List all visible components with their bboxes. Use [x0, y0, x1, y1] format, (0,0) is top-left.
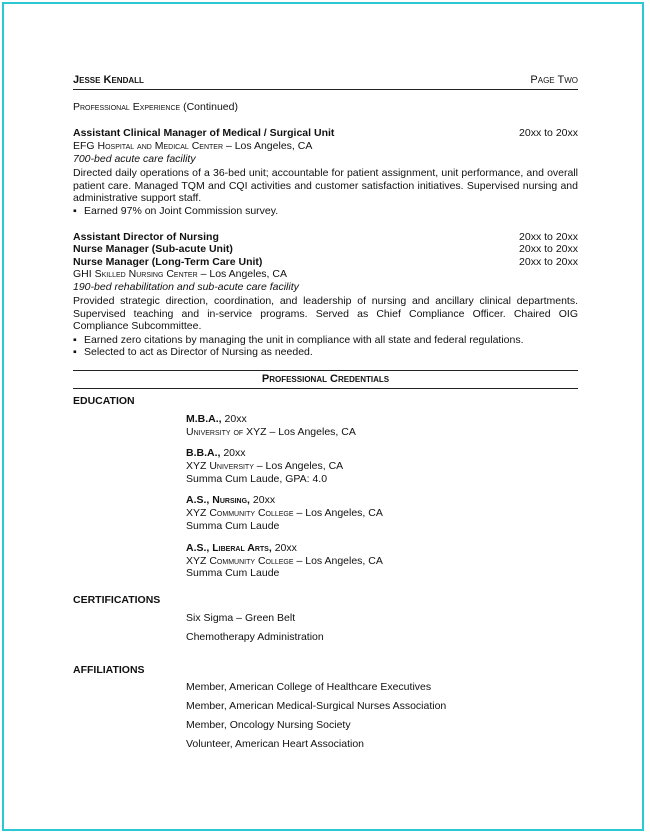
year: 20xx — [274, 542, 297, 554]
location: – Los Angeles, CA — [256, 460, 344, 472]
name-last: Kendall — [103, 74, 144, 86]
school: XYZ University — [186, 460, 254, 472]
name-first: Jesse — [73, 74, 101, 86]
affiliation-item-1: Member, American College of Healthcare Executives — [186, 681, 432, 693]
edu-entry-2-school — [186, 460, 343, 472]
education-heading: EDUCATION — [73, 395, 135, 407]
school: XYZ Community College — [186, 555, 294, 567]
job2-employer — [73, 268, 287, 280]
credentials-rule-top — [73, 370, 578, 371]
school: University of XYZ — [186, 426, 267, 438]
edu-entry-4-note: Summa Cum Laude — [186, 567, 280, 579]
location: – Los Angeles, CA — [296, 507, 383, 519]
section-heading-experience — [73, 101, 238, 113]
degree: A.S., Liberal Arts, — [186, 542, 272, 554]
job1-dates: 20xx to 20xx — [519, 127, 578, 139]
year: 20xx — [223, 447, 246, 459]
job2-facility: 190-bed rehabilitation and sub-acute care facility — [73, 281, 299, 293]
job2-employer-location: – Los Angeles, CA — [200, 268, 287, 280]
edu-entry-3-school — [186, 507, 383, 519]
affiliation-item-2: Member, American Medical-Surgical Nurses Association — [186, 700, 447, 712]
section-suffix: (Continued) — [183, 101, 238, 113]
edu-entry-4-school — [186, 555, 383, 567]
edu-entry-2-note: Summa Cum Laude, GPA: 4.0 — [186, 473, 328, 485]
job1-employer-location: – Los Angeles, CA — [225, 140, 313, 152]
page-label: Page Two — [530, 74, 578, 86]
year: 20xx — [224, 413, 247, 425]
job2-title-2: Nurse Manager (Sub-acute Unit) — [73, 243, 233, 255]
affiliation-item-3: Member, Oncology Nursing Society — [186, 719, 351, 731]
job1-bullet: ▪ Earned 97% on Joint Commission survey. — [73, 205, 279, 217]
school: XYZ Community College — [186, 507, 294, 519]
affiliations-heading: AFFILIATIONS — [73, 664, 145, 676]
edu-entry-2-degree — [186, 447, 246, 459]
job2-dates-3: 20xx to 20xx — [519, 256, 578, 268]
location: – Los Angeles, CA — [269, 426, 356, 438]
certification-item-2: Chemotherapy Administration — [186, 631, 324, 643]
bullet-text: Earned 97% on Joint Commission survey. — [84, 205, 279, 217]
edu-entry-3-degree — [186, 494, 275, 506]
credentials-title: Professional Credentials — [261, 373, 390, 385]
job2-bullet-2: ▪ Selected to act as Director of Nursing as needed. — [73, 346, 313, 358]
job1-description: Directed daily operations of a 36-bed unit; accountable for patient assignment, unit performance, and overall patient care. Managed TQM and CQI activities and customer satisfaction initiatives. Supervised nursing and administrative support staff. — [73, 167, 578, 205]
edu-entry-4-degree — [186, 542, 297, 554]
degree: B.B.A., — [186, 447, 221, 459]
header-rule — [73, 89, 578, 90]
job2-bullet-1: ▪ Earned zero citations by managing the unit in compliance with all state and federal regulations. — [73, 334, 524, 346]
credentials-rule-bottom — [73, 388, 578, 389]
certification-item-1: Six Sigma – Green Belt — [186, 612, 296, 624]
resume-name — [73, 74, 144, 86]
edu-entry-1-degree — [186, 413, 247, 425]
section-title: Professional Experience — [73, 101, 181, 113]
edu-entry-1-school — [186, 426, 356, 438]
job2-dates-1: 20xx to 20xx — [519, 231, 578, 243]
bullet-text: Earned zero citations by managing the unit in compliance with all state and federal regulations. — [84, 334, 524, 346]
job1-employer-name: EFG Hospital and Medical Center — [73, 140, 224, 152]
affiliation-item-4: Volunteer, American Heart Association — [186, 738, 365, 750]
job2-dates-2: 20xx to 20xx — [519, 243, 578, 255]
year: 20xx — [252, 494, 276, 506]
job1-employer — [73, 140, 312, 152]
job2-description: Provided strategic direction, coordination, and leadership of nursing and ancillary clinical departments. Supervised teaching and in-service programs. Served as Chief Compliance Officer. Chaired OIG Compliance Subcommittee. — [73, 295, 578, 333]
job2-title-1: Assistant Director of Nursing — [73, 231, 219, 243]
job1-title: Assistant Clinical Manager of Medical / Surgical Unit — [73, 127, 335, 139]
job1-facility: 700-bed acute care facility — [73, 153, 196, 165]
edu-entry-3-note: Summa Cum Laude — [186, 520, 280, 532]
certifications-heading: CERTIFICATIONS — [73, 594, 161, 606]
location: – Los Angeles, CA — [296, 555, 383, 567]
degree: M.B.A., — [186, 413, 222, 425]
job2-employer-name: GHI Skilled Nursing Center — [73, 268, 198, 280]
bullet-text: Selected to act as Director of Nursing as needed. — [84, 346, 313, 358]
job2-title-3: Nurse Manager (Long-Term Care Unit) — [73, 256, 263, 268]
degree: A.S., Nursing, — [186, 494, 250, 506]
